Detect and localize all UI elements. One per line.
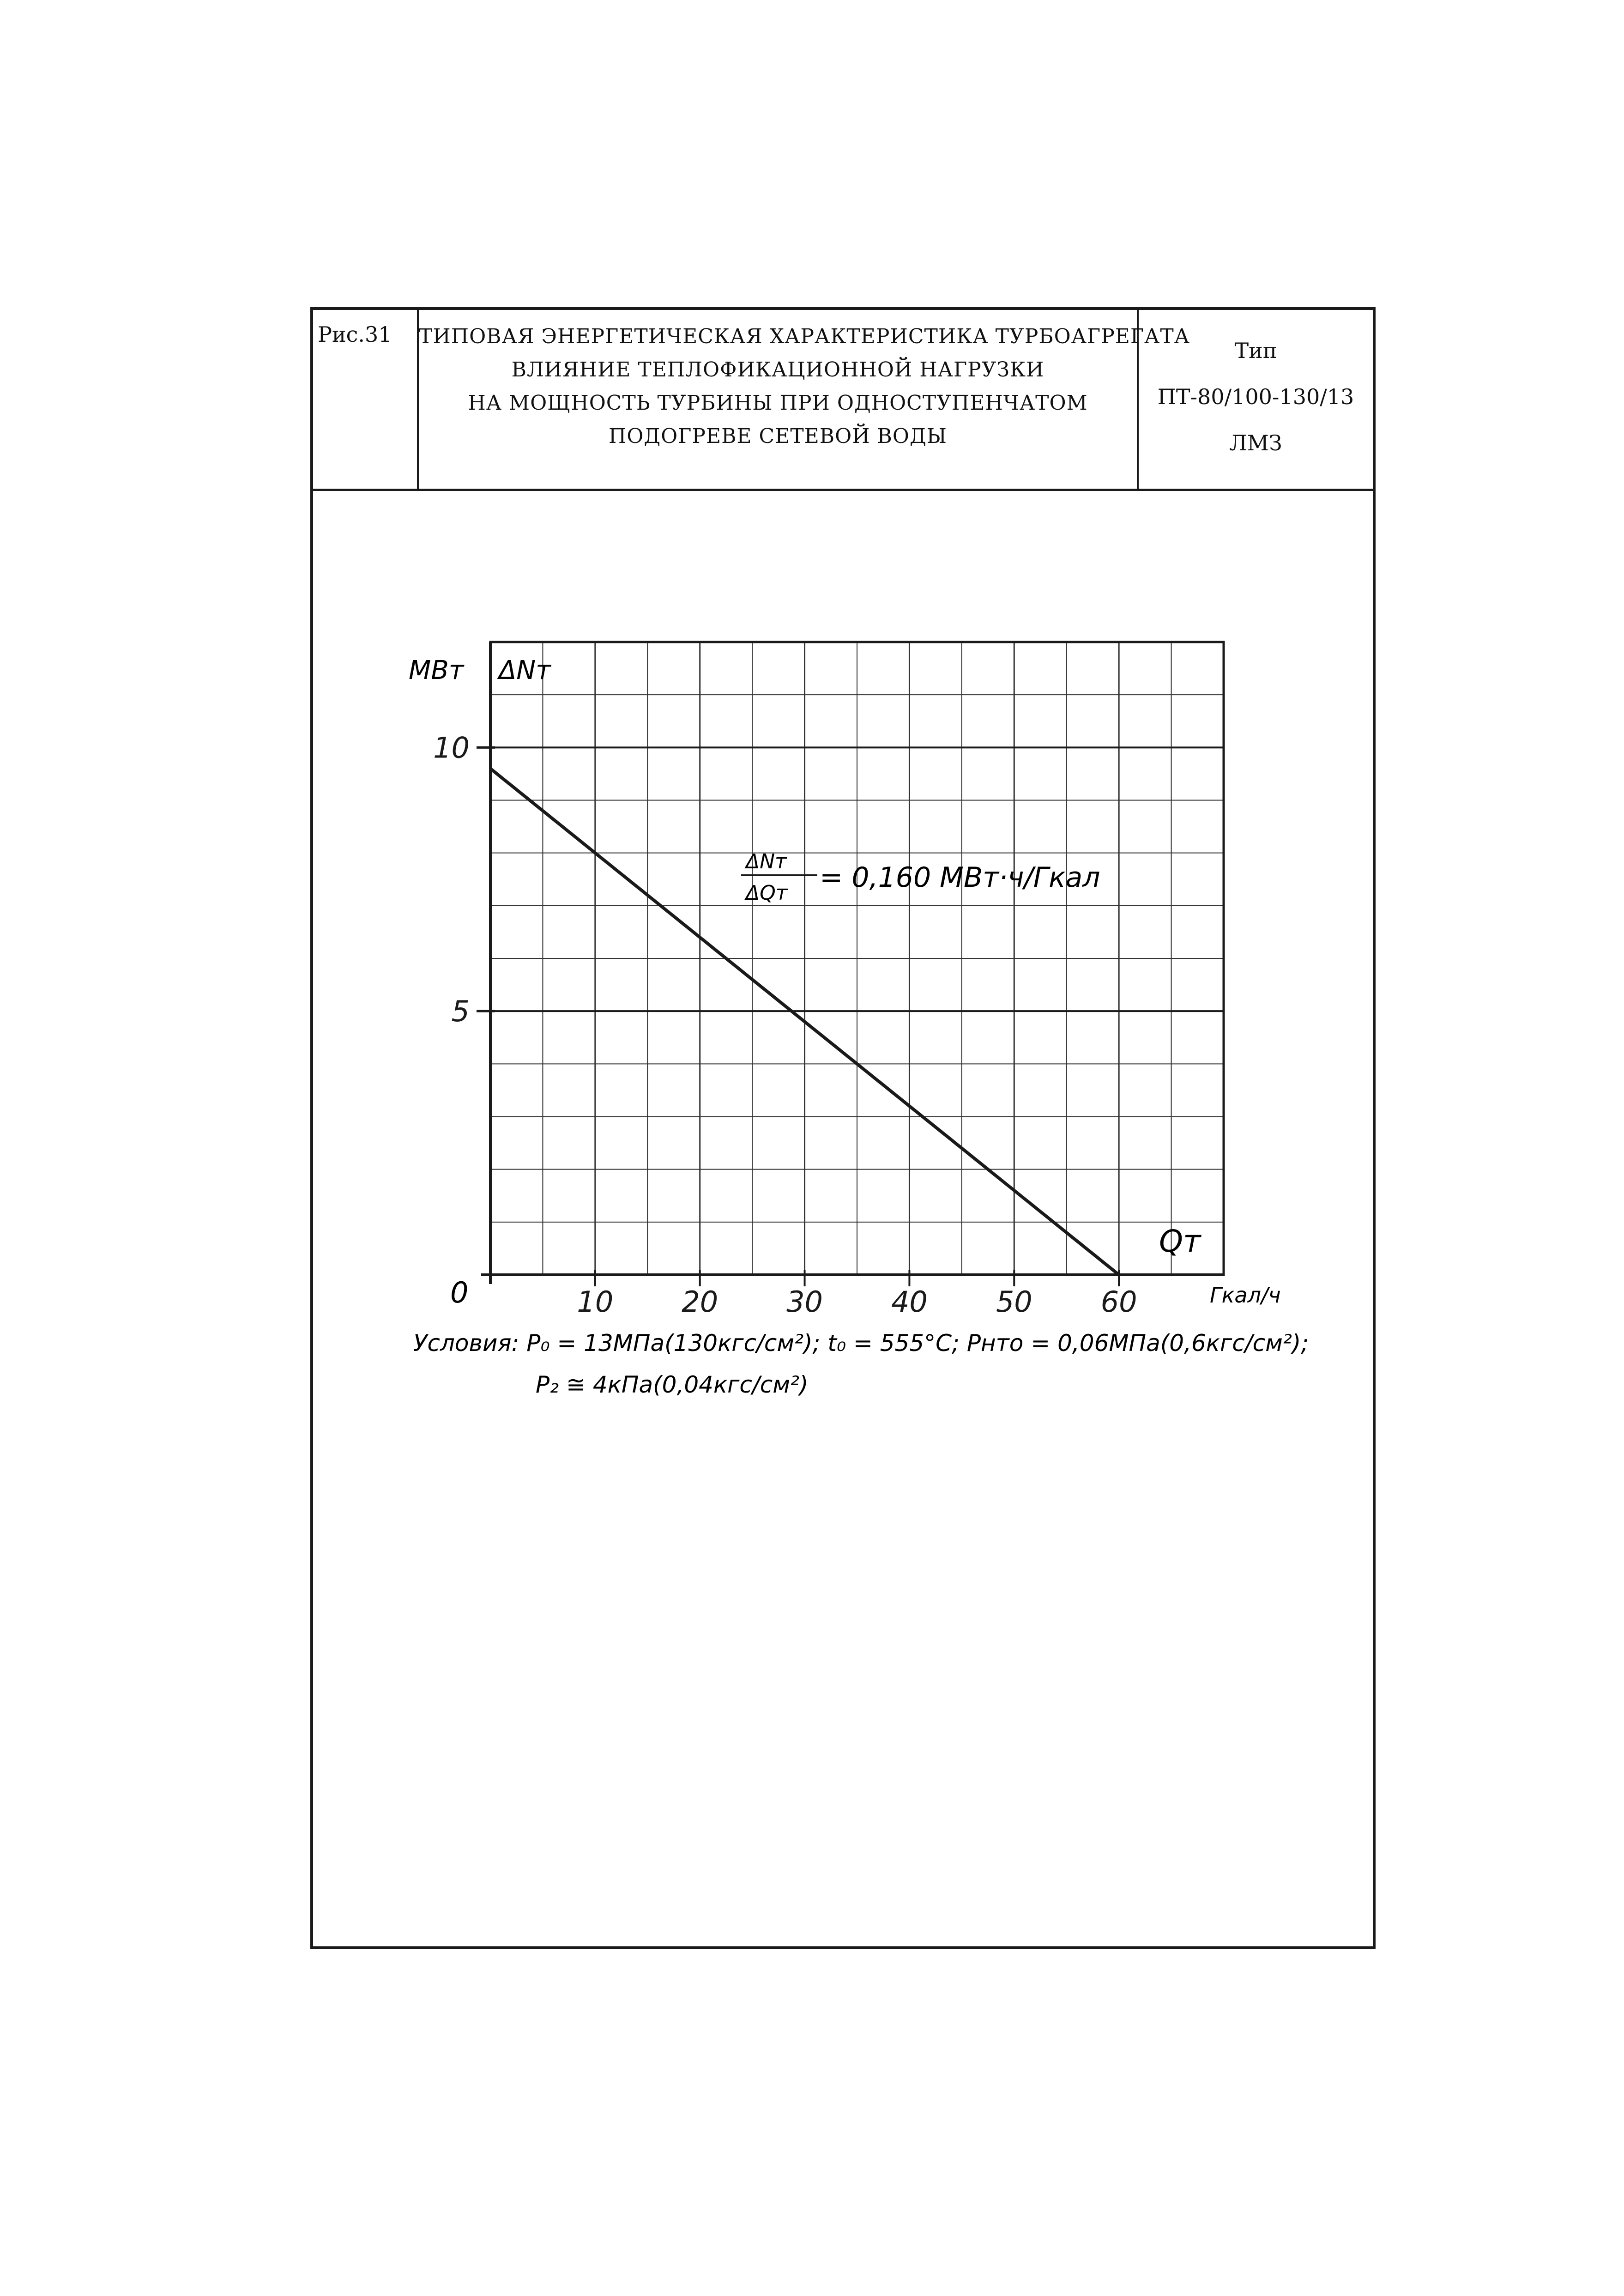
annotation-numerator: ΔNт <box>746 850 787 873</box>
conditions-line-1: Условия: P₀ = 13МПа(130кгс/см²); t₀ = 555°С; Pнто = 0,06МПа(0,6кгс/см²); <box>413 1330 1309 1357</box>
x-tick-label: 20 <box>682 1285 718 1319</box>
y-axis-label: ΔNт <box>499 655 551 685</box>
x-axis-unit: Гкал/ч <box>1210 1283 1281 1308</box>
type-label: Тип <box>1234 338 1277 363</box>
chart-axes <box>433 642 1224 1319</box>
figure-label: Рис.31 <box>318 322 392 347</box>
x-tick-label: 60 <box>1100 1285 1137 1319</box>
y-axis-unit: МВт <box>409 655 464 685</box>
title-line-3: НА МОЩНОСТЬ ТУРБИНЫ ПРИ ОДНОСТУПЕНЧАТОМ <box>468 391 1088 415</box>
manufacturer: ЛМЗ <box>1229 430 1282 455</box>
slope-annotation <box>741 850 1100 905</box>
y-tick-label: 10 <box>433 731 470 765</box>
conditions-line-2: P₂ ≅ 4кПа(0,04кгс/см²) <box>536 1371 809 1398</box>
turbine-model: ПТ-80/100-130/13 <box>1157 384 1354 409</box>
origin-label: 0 <box>450 1276 469 1309</box>
x-tick-label: 50 <box>996 1285 1032 1319</box>
chart-grid <box>490 642 1224 1275</box>
title-line-4: ПОДОГРЕВЕ СЕТЕВОЙ ВОДЫ <box>608 424 948 448</box>
y-tick-label: 5 <box>451 994 470 1029</box>
annotation-denominator: ΔQт <box>746 881 788 905</box>
title-line-1: ТИПОВАЯ ЭНЕРГЕТИЧЕСКАЯ ХАРАКТЕРИСТИКА ТУРБОАГРЕГАТА <box>419 325 1190 348</box>
title-line-2: ВЛИЯНИЕ ТЕПЛОФИКАЦИОННОЙ НАГРУЗКИ <box>511 358 1044 382</box>
x-tick-label: 40 <box>891 1285 928 1319</box>
x-tick-label: 30 <box>786 1285 823 1319</box>
annotation-value: = 0,160 МВт·ч/Гкал <box>820 861 1100 894</box>
x-tick-label: 10 <box>577 1285 614 1319</box>
x-axis-label: Qт <box>1159 1224 1201 1259</box>
